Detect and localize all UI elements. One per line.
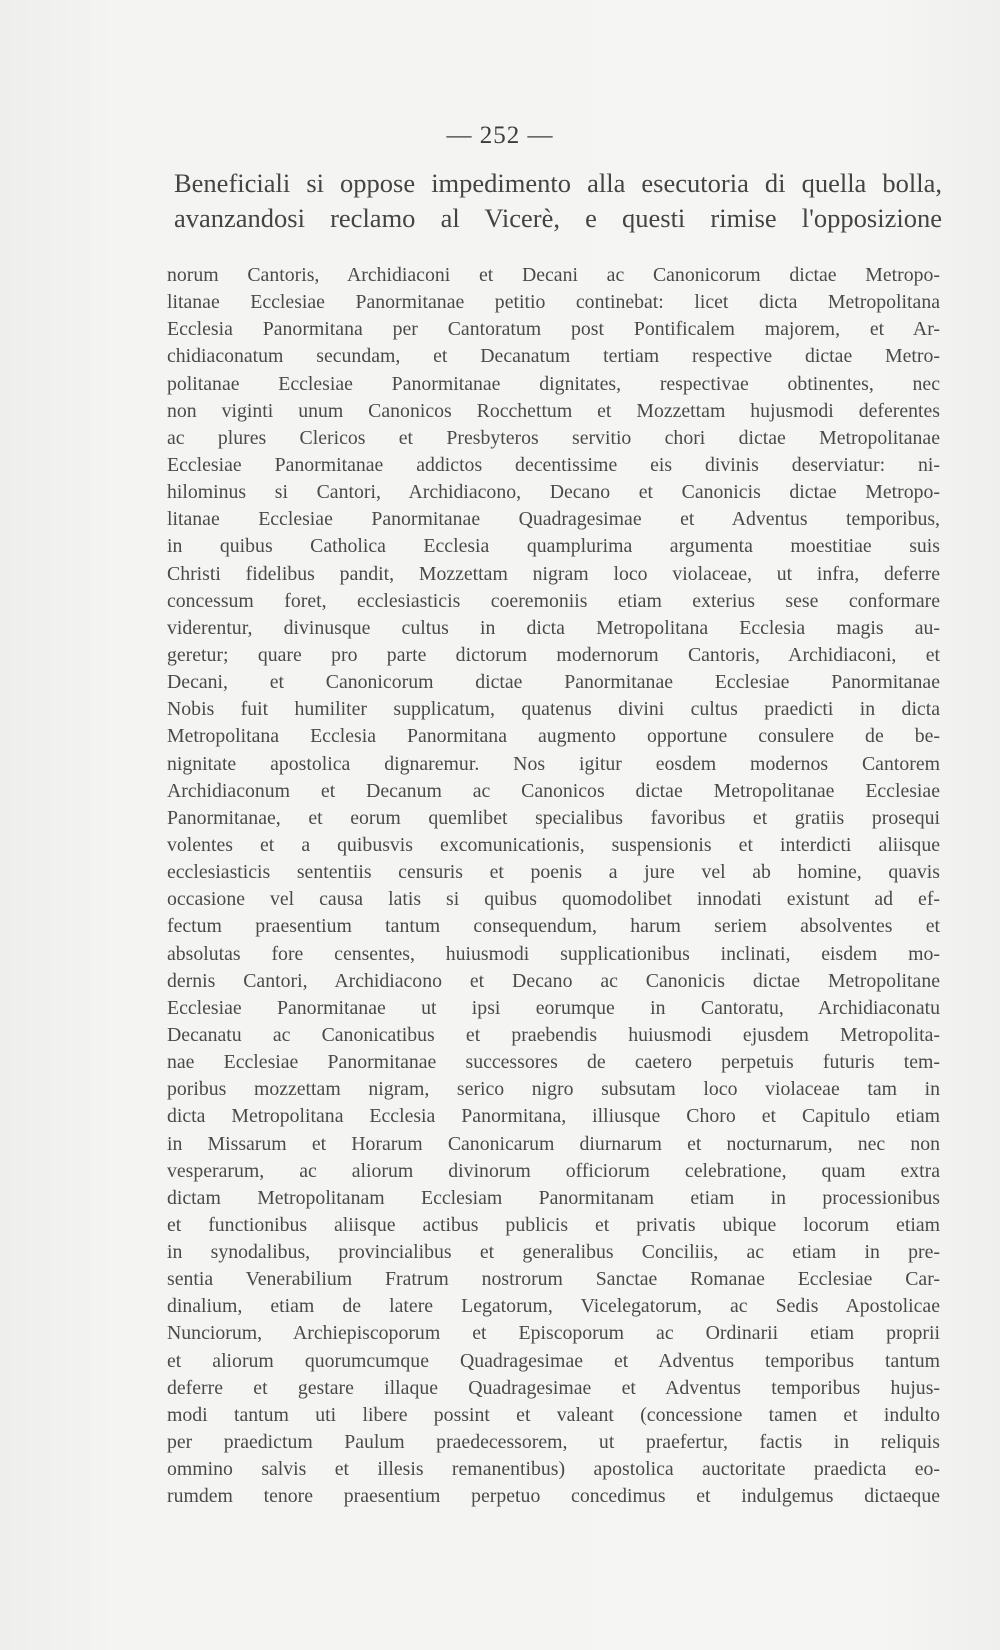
text-line: nignitate apostolica dignaremur. Nos igitur eosdem modernos Cantorem bbox=[167, 752, 940, 775]
text-line: ecclesiasticis sententiis censuris et poenis a jure vel ab homine, quavis bbox=[167, 861, 940, 884]
text-line: dinalium, etiam de latere Legatorum, Vicelegatorum, ac Sedis Apostolicae bbox=[167, 1295, 940, 1318]
text-line: rumdem tenore praesentium perpetuo concedimus et indulgemus dictaeque bbox=[167, 1485, 940, 1508]
text-line: litanae Ecclesiae Panormitanae Quadragesimae et Adventus temporibus, bbox=[167, 508, 940, 531]
text-line: ac plures Clericos et Presbyteros servitio chori dictae Metropolitanae bbox=[167, 426, 940, 449]
text-line: Metropolitana Ecclesia Panormitana augmento opportune consulere de be- bbox=[167, 725, 940, 748]
text-line: dicta Metropolitana Ecclesia Panormitana, illiusque Choro et Capitulo etiam bbox=[167, 1105, 940, 1128]
text-line: in Missarum et Horarum Canonicarum diurnarum et nocturnarum, nec non bbox=[167, 1132, 940, 1155]
page-number: — 252 — bbox=[446, 122, 554, 149]
text-line: chidiaconatum secundam, et Decanatum tertiam respective dictae Metro- bbox=[167, 345, 940, 368]
intro-line: avanzandosi reclamo al Vicerè, e questi rimise l'opposizione bbox=[174, 203, 942, 233]
text-line: poribus mozzettam nigram, serico nigro subsutam loco violaceae tam in bbox=[167, 1078, 940, 1101]
text-line: in quibus Catholica Ecclesia quamplurima argumenta moestitiae suis bbox=[167, 535, 940, 558]
text-line: Archidiaconum et Decanum ac Canonicos dictae Metropolitanae Ecclesiae bbox=[167, 779, 940, 802]
text-line: nae Ecclesiae Panormitanae successores de caetero perpetuis futuris tem- bbox=[167, 1051, 940, 1074]
text-line: Ecclesia Panormitana per Cantoratum post Pontificalem majorem, et Ar- bbox=[167, 318, 940, 341]
text-line: Nunciorum, Archiepiscoporum et Episcoporum ac Ordinarii etiam proprii bbox=[167, 1322, 940, 1345]
text-line: modi tantum uti libere possint et valeant (concessione tamen et indulto bbox=[167, 1403, 940, 1426]
text-line: fectum praesentium tantum consequendum, harum seriem absolventes et bbox=[167, 915, 940, 938]
text-line: politanae Ecclesiae Panormitanae dignitates, respectivae obtinentes, nec bbox=[167, 372, 940, 395]
text-line: Panormitanae, et eorum quemlibet specialibus favoribus et gratiis prosequi bbox=[167, 806, 940, 829]
text-line: Ecclesiae Panormitanae addictos decentissime eis divinis deserviatur: ni- bbox=[167, 453, 940, 476]
text-line: litanae Ecclesiae Panormitanae petitio continebat: licet dicta Metropolitana bbox=[167, 291, 940, 314]
text-line: in synodalibus, provincialibus et generalibus Conciliis, ac etiam in pre- bbox=[167, 1241, 940, 1264]
text-line: volentes et a quibusvis excomunicationis, suspensionis et interdicti aliisque bbox=[167, 833, 940, 856]
text-line: per praedictum Paulum praedecessorem, ut praefertur, factis in reliquis bbox=[167, 1431, 940, 1454]
text-line: absolutas fore censentes, huiusmodi supplicationibus inclinati, eisdem mo- bbox=[167, 942, 940, 965]
text-line: deferre et gestare illaque Quadragesimae et Adventus temporibus hujus- bbox=[167, 1376, 940, 1399]
text-line: Christi fidelibus pandit, Mozzettam nigram loco violaceae, ut infra, deferre bbox=[167, 562, 940, 585]
text-line: occasione vel causa latis si quibus quomodolibet innodati existunt ad ef- bbox=[167, 888, 940, 911]
intro-line: Beneficiali si oppose impedimento alla esecutoria di quella bolla, bbox=[174, 168, 942, 198]
text-line: Decani, et Canonicorum dictae Panormitanae Ecclesiae Panormitanae bbox=[167, 671, 940, 694]
latin-quotation-block bbox=[167, 262, 940, 1510]
text-line: non viginti unum Canonicos Rocchettum et Mozzettam hujusmodi deferentes bbox=[167, 399, 940, 422]
text-line: hilominus si Cantori, Archidiacono, Decano et Canonicis dictae Metropo- bbox=[167, 481, 940, 504]
text-line: norum Cantoris, Archidiaconi et Decani ac Canonicorum dictae Metropo- bbox=[167, 264, 940, 286]
text-line: et aliorum quorumcumque Quadragesimae et Adventus temporibus tantum bbox=[167, 1349, 940, 1372]
text-line: sentia Venerabilium Fratrum nostrorum Sanctae Romanae Ecclesiae Car- bbox=[167, 1268, 940, 1291]
text-line: dictam Metropolitanam Ecclesiam Panormitanam etiam in processionibus bbox=[167, 1186, 940, 1209]
text-line: viderentur, divinusque cultus in dicta Metropolitana Ecclesia magis au- bbox=[167, 616, 940, 639]
text-line: geretur; quare pro parte dictorum modernorum Cantoris, Archidiaconi, et bbox=[167, 643, 940, 666]
text-line: ommino salvis et illesis remanentibus) apostolica auctoritate praedicta eo- bbox=[167, 1458, 940, 1481]
text-line: Nobis fuit humiliter supplicatum, quatenus divini cultus praedicti in dicta bbox=[167, 698, 940, 721]
text-line: Ecclesiae Panormitanae ut ipsi eorumque in Cantoratu, Archidiaconatu bbox=[167, 996, 940, 1019]
text-line: dernis Cantori, Archidiacono et Decano ac Canonicis dictae Metropolitane bbox=[167, 969, 940, 992]
text-line: vesperarum, ac aliorum divinorum officiorum celebratione, quam extra bbox=[167, 1159, 940, 1182]
text-line: et functionibus aliisque actibus publicis et privatis ubique locorum etiam bbox=[167, 1213, 940, 1236]
text-line: concessum foret, ecclesiasticis coeremoniis etiam exterius sese conformare bbox=[167, 589, 940, 612]
text-line: Decanatu ac Canonicatibus et praebendis huiusmodi ejusdem Metropolita- bbox=[167, 1023, 940, 1046]
